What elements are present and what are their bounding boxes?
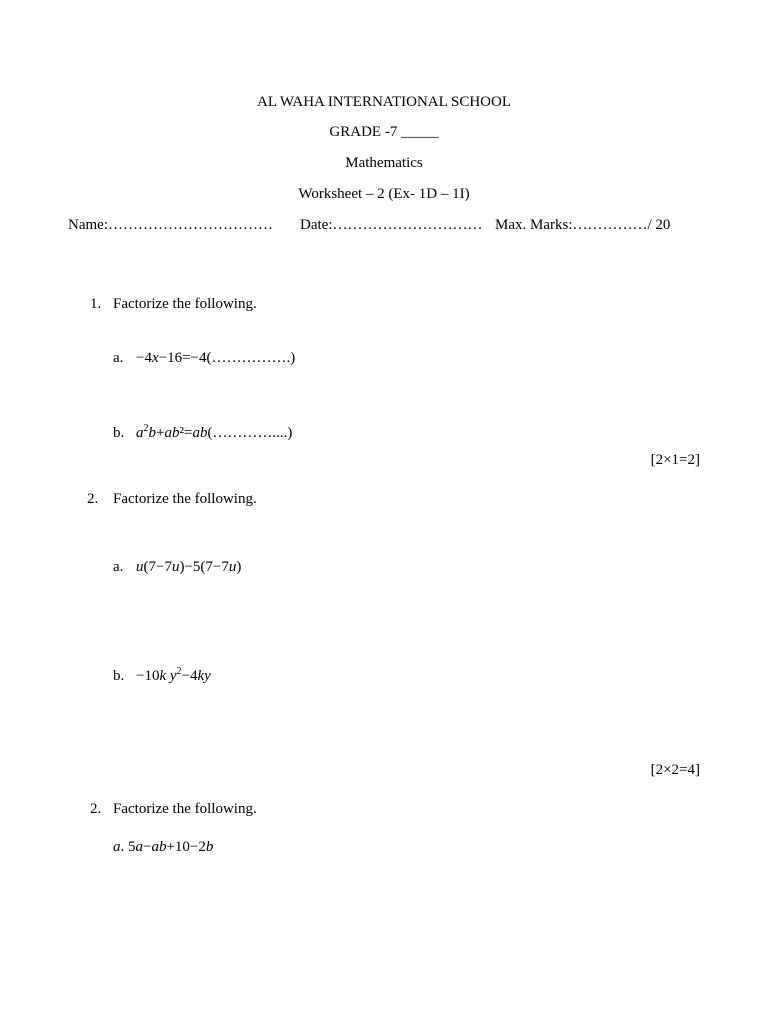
q2a-label: a. [113,559,124,575]
school-name: AL WAHA INTERNATIONAL SCHOOL [256,94,511,110]
q2-number: 2. [87,491,99,507]
q3-prompt: Factorize the following. [113,801,257,817]
q1-marks: [2×1=2] [650,452,700,468]
subject-title: Mathematics [345,155,423,171]
date-field: Date:………………………… [300,217,483,233]
q2a-expression: u(7−7u)−5(7−7u) [136,559,242,575]
q1b-blank: (…………....) [207,425,293,441]
q1a-expression: −4x−16=−4(…………….) [136,350,296,366]
q1b-expression: $a^2b+ab^2=ab(\dots\dots\dots\dots....)$ [136,423,293,441]
q2-marks: [2×2=4] [650,762,700,778]
q2b-expression: −10k $y^2-4ky$ [136,666,211,684]
q2-prompt: Factorize the following. [113,491,257,507]
q1-prompt: Factorize the following. [113,296,257,312]
q3a-expression: a. 5a−ab+10−2b [113,839,214,855]
q1b-label: b. [113,425,125,441]
name-field: Name:…………………………… [68,217,273,233]
q3-number: 2. [90,801,102,817]
q1a-label: a. [113,350,124,366]
q1a-blank: (…………….) [206,350,296,366]
q1-number: 1. [90,296,102,312]
worksheet-title: Worksheet – 2 (Ex- 1D – 1I) [298,186,470,202]
q2b-label: b. [113,668,125,684]
grade-line: GRADE -7 _____ [329,124,439,140]
max-marks-field: Max. Marks:……………/ 20 [495,217,671,233]
